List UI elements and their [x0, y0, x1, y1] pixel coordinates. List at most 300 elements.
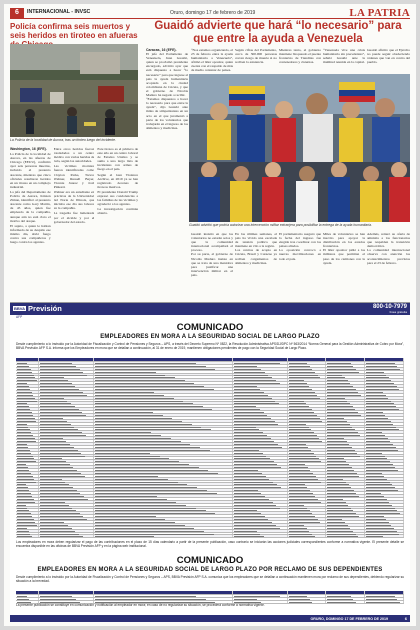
notice-1-footer: Los empleadores en mora deben regularizar el pago de las contribuciones en el plazo de 15 días calendario a partir de la presente publicación, caso contrario se iniciarán las acciones judiciales correspondientes conforme a normativa vigente. El presente detalle se encuentra disponible en las oficinas de BBVA Previsión AFP y en la página web institucional. — [16, 540, 404, 548]
table-cell — [39, 400, 93, 402]
table-cell — [288, 446, 327, 448]
table-cell — [288, 368, 327, 370]
table-cell — [94, 408, 234, 410]
table-cell — [288, 400, 327, 402]
table-cell — [39, 518, 93, 520]
table-cell — [365, 358, 404, 361]
paragraph: Los centros de acopio en Cúcuta, Brasil y Curazao ya reciben cargamentos de alimentos y medicinas. — [235, 248, 277, 265]
table-cell — [39, 455, 93, 457]
table-cell — [326, 423, 365, 425]
paragraph: Guaidó insistió en que los voluntarios no estarán solos y que la comunidad internacional acompañará el proceso. — [191, 232, 233, 253]
table-cell — [233, 524, 287, 526]
table-cell — [365, 431, 404, 433]
table-cell — [326, 498, 365, 500]
table-cell — [233, 437, 287, 439]
table-cell — [94, 466, 234, 468]
table-cell — [365, 501, 404, 503]
table-cell — [233, 397, 287, 399]
table-cell — [94, 397, 234, 399]
main-story-dateline: Caracas, 16 (EFE). — [146, 48, 177, 52]
table-cell — [326, 382, 365, 384]
table-cell — [39, 507, 93, 509]
table-cell — [365, 504, 404, 506]
table-cell — [39, 423, 93, 425]
table-cell — [365, 524, 404, 526]
table-cell — [16, 598, 39, 600]
table-cell — [365, 527, 404, 529]
table-cell — [94, 492, 234, 494]
table-cell — [16, 391, 39, 393]
table-cell — [94, 388, 234, 390]
table-cell — [365, 486, 404, 488]
table-cell — [288, 524, 327, 526]
table-cell — [94, 365, 234, 367]
table-cell — [288, 449, 327, 451]
table-cell — [233, 469, 287, 471]
table-cell — [365, 509, 404, 511]
table-cell — [94, 533, 234, 535]
table-cell — [326, 469, 365, 471]
table-cell — [326, 591, 365, 594]
table-cell — [94, 501, 234, 503]
table-cell — [365, 426, 404, 428]
table-cell — [288, 371, 327, 373]
table-cell — [233, 405, 287, 407]
main-col-2-top — [191, 48, 233, 73]
table-cell — [233, 449, 287, 451]
left-story-dateline: Washington, 16 (EFE). — [10, 147, 47, 151]
prevision-advertisement — [10, 302, 410, 622]
table-cell — [94, 489, 234, 491]
table-cell — [94, 414, 234, 416]
table-cell — [326, 524, 365, 526]
table-cell — [365, 463, 404, 465]
notice-2-subtitle: EMPLEADORES EN MORA A LA SEGURIDAD SOCIAL DE LARGO PLAZO POR RECLAMO DE SUS DEPENDIENTES — [37, 567, 383, 573]
table-cell — [16, 434, 39, 436]
table-cell — [326, 428, 365, 430]
table-cell — [39, 358, 93, 361]
table-cell — [233, 598, 287, 600]
paragraph: Miles de voluntarios se han inscrito para apoyar la distribución en los estados fronterizos. — [323, 232, 365, 249]
table-cell — [39, 446, 93, 448]
table-cell — [233, 428, 287, 430]
main-col-4 — [279, 232, 321, 298]
prevision-logo: BBVA Previsión — [14, 304, 62, 313]
table-cell — [16, 460, 39, 462]
table-cell — [288, 362, 327, 364]
paragraph: Por su parte, el gobierno de Nicolás Maduro insiste en que se trata de una maniobra para justificar una intervención militar en el país. — [191, 252, 233, 277]
table-cell — [16, 374, 39, 376]
table-cell — [16, 385, 39, 387]
table-cell — [233, 463, 287, 465]
table-cell — [233, 394, 287, 396]
table-cell — [39, 371, 93, 373]
table-cell — [365, 507, 404, 509]
table-cell — [94, 449, 234, 451]
left-story-headline: Policía confirma seis muertos y seis heridos en tiroteo en afueras — [10, 22, 138, 40]
table-cell — [39, 365, 93, 367]
table-cell — [326, 365, 365, 367]
table-cell — [16, 440, 39, 442]
table-cell — [288, 417, 327, 419]
ad-bottombar — [10, 615, 410, 622]
paragraph: La comunidad internacional observa con atención los acontecimientos previstos para el 23 de febrero. — [367, 248, 410, 265]
table-cell — [94, 518, 234, 520]
table-cell — [94, 368, 234, 370]
table-cell — [326, 509, 365, 511]
table-cell — [365, 379, 404, 381]
table-cell — [288, 486, 327, 488]
paragraph: Mientras tanto, el gobierno mantiene bloqueado el puente fronterizo de Tienditas con contenedores y cisternas. — [279, 48, 321, 65]
table-cell — [39, 515, 93, 517]
table-cell — [233, 365, 287, 367]
table-cell — [288, 358, 327, 361]
table-cell — [233, 501, 287, 503]
table-cell — [233, 591, 287, 594]
table-cell — [16, 527, 39, 529]
paragraph: “Nos estamos organizando, el 23 de febrero entra la ayuda humanitaria a Venezuela”, afirmó el líder opositor, quien cuenta con el respaldo de más de medio centenar de países. — [191, 48, 233, 73]
ad-topbar — [10, 303, 410, 315]
table-cell — [233, 452, 287, 454]
table-cell — [39, 492, 93, 494]
table-cell — [16, 524, 39, 526]
table-cell — [326, 417, 365, 419]
table-cell — [233, 400, 287, 402]
table-cell — [288, 374, 327, 376]
table-cell — [365, 423, 404, 425]
table-cell — [16, 365, 39, 367]
ad-phone: 800-10-7979 línea gratuita — [372, 304, 407, 314]
main-story-headline: Guaidó advierte que hará “lo necesario” para que entre la ayuda a Venezuela — [154, 20, 402, 45]
table-cell — [365, 530, 404, 532]
table-cell — [233, 426, 287, 428]
table-cell — [326, 483, 365, 485]
table-cell — [39, 472, 93, 474]
table-cell — [288, 466, 327, 468]
table-cell — [39, 452, 93, 454]
table-cell — [365, 400, 404, 402]
table-cell — [365, 411, 404, 413]
table-cell — [94, 481, 234, 483]
table-cell — [39, 385, 93, 387]
table-cell — [288, 434, 327, 436]
table-cell — [326, 475, 365, 477]
main-col-3 — [235, 232, 277, 298]
table-row — [16, 535, 404, 538]
table-cell — [94, 402, 234, 404]
table-cell — [16, 446, 39, 448]
main-col-2 — [191, 232, 233, 298]
table-cell — [288, 428, 327, 430]
table-cell — [326, 449, 365, 451]
table-cell — [16, 507, 39, 509]
table-cell — [233, 486, 287, 488]
paragraph: Según cifras del Parlamento, cerca de 300.000 personas corren riesgo de muerte si no reciben la asistencia. — [235, 48, 277, 65]
table-cell — [94, 460, 234, 462]
paragraph: La Policía de la localidad de Aurora, en las afueras de Chicago (EEUU), confirmó ayer seis personas muertas, incluido el presunto atacante, mientras que cinco oficiales resultaron heridos en un tiroteo en un complejo industrial. — [10, 152, 51, 189]
table-cell — [39, 405, 93, 407]
main-col-5 — [323, 232, 365, 298]
table-cell — [288, 535, 327, 537]
main-col-3-top — [235, 48, 277, 73]
table-cell — [16, 358, 39, 361]
table-cell — [326, 598, 365, 600]
table-cell — [326, 507, 365, 509]
table-cell — [365, 591, 404, 594]
table-cell — [16, 414, 39, 416]
table-cell — [94, 379, 234, 381]
table-cell — [365, 460, 404, 462]
table-cell — [288, 501, 327, 503]
table-cell — [288, 521, 327, 523]
left-story-body — [10, 147, 138, 295]
table-cell — [233, 530, 287, 532]
page-header — [10, 8, 410, 19]
table-cell — [16, 501, 39, 503]
table-cell — [39, 457, 93, 459]
paragraph: El líder opositor pidió a los militares que permitan el paso de los camiones con la ayuda. — [323, 248, 365, 265]
paragraph: La tragedia fue lamentada por el alcalde y por el gobernador del estado. — [53, 211, 95, 224]
table-cell — [233, 382, 287, 384]
left-col-2 — [54, 147, 95, 295]
table-cell — [326, 460, 365, 462]
table-cell — [288, 498, 327, 500]
table-cell — [288, 443, 327, 445]
table-cell — [326, 408, 365, 410]
table-cell — [16, 512, 39, 514]
table-cell — [16, 417, 39, 419]
table-cell — [94, 443, 234, 445]
table-cell — [39, 521, 93, 523]
table-cell — [94, 498, 234, 500]
table-cell — [39, 420, 93, 422]
table-cell — [39, 527, 93, 529]
table-cell — [16, 504, 39, 506]
table-cell — [288, 460, 327, 462]
table-cell — [39, 478, 93, 480]
table-cell — [365, 440, 404, 442]
table-cell — [39, 466, 93, 468]
table-cell — [16, 443, 39, 445]
table-cell — [16, 428, 39, 430]
table-cell — [288, 408, 327, 410]
paragraph: La oposición convocó a nuevas movilizaciones en todo el país. — [279, 248, 321, 261]
table-cell — [16, 402, 39, 404]
table-cell — [39, 512, 93, 514]
paragraph: Según el Gun Violence Archive, en 2019 ya se han registrado decenas de tiroteos masivos. — [97, 172, 139, 189]
table-cell — [94, 385, 234, 387]
table-cell — [39, 382, 93, 384]
table-cell — [16, 469, 39, 471]
table-cell — [326, 492, 365, 494]
paragraph: Este tiroteo es el primero de este año en un centro laboral de Estados Unidos y se suma a una larga lista de incidentes con armas de fuego en el país. — [97, 147, 139, 172]
table-cell — [94, 524, 234, 526]
table-cell — [94, 400, 234, 402]
table-cell — [233, 521, 287, 523]
table-cell — [326, 379, 365, 381]
table-cell — [94, 394, 234, 396]
table-cell — [16, 518, 39, 520]
table-cell — [39, 533, 93, 535]
table-cell — [288, 402, 327, 404]
table-cell — [288, 472, 327, 474]
table-cell — [39, 463, 93, 465]
table-cell — [365, 492, 404, 494]
table-cell — [326, 486, 365, 488]
main-col-4-top — [279, 48, 321, 73]
table-cell — [326, 394, 365, 396]
table-cell — [16, 509, 39, 511]
table-cell — [94, 509, 234, 511]
table-cell — [365, 362, 404, 364]
table-cell — [16, 431, 39, 433]
table-cell — [288, 391, 327, 393]
table-cell — [326, 414, 365, 416]
table-cell — [288, 397, 327, 399]
table-cell — [39, 483, 93, 485]
table-cell — [326, 402, 365, 404]
table-cell — [233, 434, 287, 436]
table-cell — [365, 405, 404, 407]
table-cell — [39, 402, 93, 404]
table-cell — [16, 535, 39, 537]
table-cell — [39, 426, 93, 428]
table-cell — [94, 431, 234, 433]
table-cell — [233, 455, 287, 457]
table-cell — [94, 521, 234, 523]
table-cell — [288, 394, 327, 396]
notice-2-title: COMUNICADO — [176, 555, 244, 566]
table-cell — [39, 368, 93, 370]
table-cell — [16, 591, 39, 594]
notice-1-subtitle: EMPLEADORES EN MORA A LA SEGURIDAD SOCIAL DE LARGO PLAZO — [100, 334, 320, 340]
table-cell — [233, 423, 287, 425]
table-cell — [39, 440, 93, 442]
table-cell — [365, 374, 404, 376]
table-cell — [16, 368, 39, 370]
paragraph: Wehner era un estudiante en prácticas de la Universidad del Norte de Illinois, que iniciaba ese día sus labores en la compañía. — [53, 189, 95, 211]
table-cell — [39, 379, 93, 381]
table-cell — [326, 527, 365, 529]
table-cell — [365, 533, 404, 535]
table-cell — [365, 452, 404, 454]
table-cell — [94, 463, 234, 465]
table-cell — [288, 423, 327, 425]
table-cell — [16, 595, 39, 597]
table-cell — [16, 362, 39, 364]
table-cell — [288, 530, 327, 532]
left-col-3 — [97, 147, 138, 295]
table-cell — [288, 405, 327, 407]
table-cell — [365, 385, 404, 387]
table-cell — [288, 591, 327, 594]
table-cell — [326, 504, 365, 506]
table-cell — [16, 371, 39, 373]
table-cell — [94, 455, 234, 457]
table-cell — [16, 457, 39, 459]
table-cell — [288, 475, 327, 477]
table-cell — [326, 455, 365, 457]
table-cell — [39, 530, 93, 532]
table-cell — [288, 455, 327, 457]
table-cell — [233, 431, 287, 433]
table-cell — [94, 495, 234, 497]
table-cell — [39, 417, 93, 419]
table-cell — [94, 376, 234, 378]
table-cell — [16, 472, 39, 474]
table-cell — [233, 495, 287, 497]
table-cell — [288, 437, 327, 439]
table-cell — [16, 530, 39, 532]
table-cell — [233, 368, 287, 370]
table-cell — [326, 420, 365, 422]
table-cell — [365, 437, 404, 439]
table-cell — [326, 391, 365, 393]
table-cell — [94, 405, 234, 407]
table-cell — [233, 376, 287, 378]
table-cell — [233, 527, 287, 529]
table-cell — [288, 420, 327, 422]
table-cell — [39, 388, 93, 390]
table-cell — [288, 481, 327, 483]
table-cell — [16, 455, 39, 457]
table-cell — [233, 420, 287, 422]
table-cell — [94, 472, 234, 474]
table-cell — [365, 388, 404, 390]
table-cell — [288, 509, 327, 511]
table-cell — [233, 460, 287, 462]
table-cell — [233, 518, 287, 520]
table-cell — [39, 475, 93, 477]
table-cell — [326, 495, 365, 497]
table-cell — [233, 535, 287, 537]
main-story-caption: Guaidó advirtió que podría autorizar una intervención militar extranjera para posibilitar la entrega de la ayuda humanitaria. — [189, 223, 373, 227]
table-cell — [288, 478, 327, 480]
table-cell — [233, 509, 287, 511]
table-cell — [365, 371, 404, 373]
table-cell — [233, 388, 287, 390]
table-cell — [94, 595, 234, 597]
table-cell — [16, 515, 39, 517]
table-cell — [365, 434, 404, 436]
table-cell — [94, 426, 234, 428]
table-cell — [233, 443, 287, 445]
table-cell — [16, 521, 39, 523]
notice-2-footer: La presente publicación se constituye en comunicación y notificación al empleador en mora; en caso de no regularizar su situación, se procederá conforme a normativa vigente. — [16, 603, 265, 607]
table-cell — [365, 391, 404, 393]
table-cell — [16, 397, 39, 399]
table-cell — [16, 411, 39, 413]
issue-date: Oruro, domingo 17 de febrero de 2019 — [170, 10, 256, 16]
table-cell — [94, 591, 234, 594]
table-cell — [94, 391, 234, 393]
table-cell — [39, 414, 93, 416]
table-cell — [16, 492, 39, 494]
table-cell — [288, 457, 327, 459]
table-cell — [288, 515, 327, 517]
table-cell — [365, 483, 404, 485]
table-cell — [94, 423, 234, 425]
table-cell — [39, 509, 93, 511]
table-cell — [233, 358, 287, 361]
table-cell — [233, 483, 287, 485]
table-cell — [94, 434, 234, 436]
table-cell — [326, 443, 365, 445]
table-cell — [16, 486, 39, 488]
table-cell — [16, 475, 39, 477]
table-cell — [233, 515, 287, 517]
table-cell — [39, 591, 93, 594]
